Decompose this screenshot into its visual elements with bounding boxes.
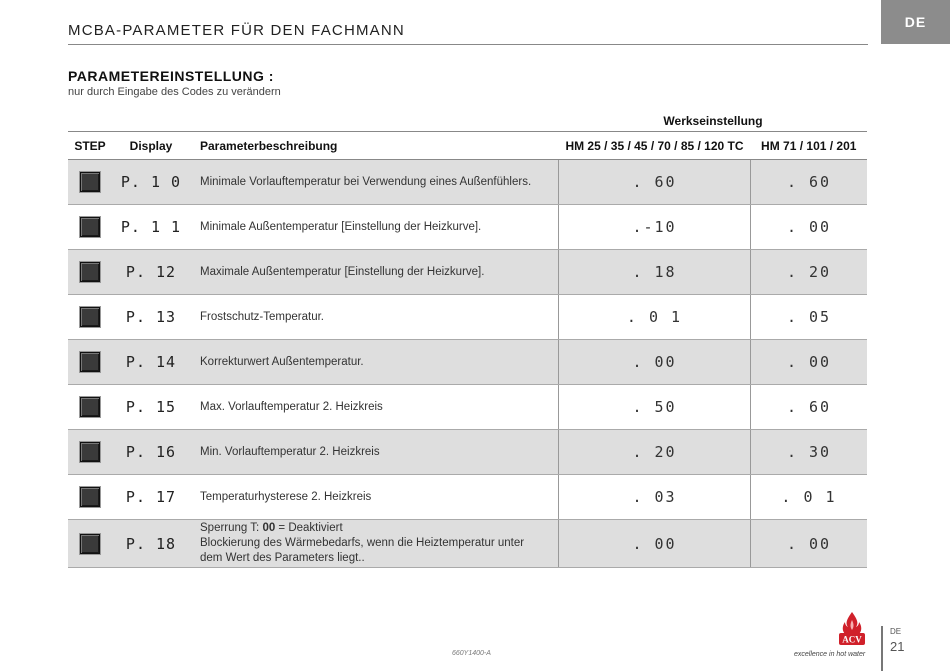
table-row bbox=[68, 340, 867, 385]
description-bold-value: 00 bbox=[262, 522, 276, 534]
factory-value-hm-small: . 00 bbox=[559, 340, 751, 385]
table-row bbox=[68, 430, 867, 475]
table-row bbox=[68, 385, 867, 430]
step-button-icon[interactable] bbox=[80, 352, 100, 372]
step-button-icon[interactable] bbox=[80, 534, 100, 554]
table-row bbox=[68, 475, 867, 520]
step-button-icon[interactable] bbox=[80, 487, 100, 507]
display-code: P. 1 1 bbox=[120, 218, 182, 236]
factory-value-hm-large: . 00 bbox=[751, 340, 868, 385]
display-code: P. 1 0 bbox=[120, 173, 182, 191]
page-number-bar bbox=[881, 626, 883, 671]
table-header-row bbox=[68, 132, 867, 160]
step-button-icon[interactable] bbox=[80, 307, 100, 327]
table-row bbox=[68, 520, 867, 568]
table-row bbox=[68, 205, 867, 250]
factory-value-hm-small: . 20 bbox=[559, 430, 751, 475]
section-subtitle: nur durch Eingabe des Codes zu verändern bbox=[68, 86, 281, 98]
parameter-description: Frostschutz-Temperatur. bbox=[190, 295, 559, 340]
parameter-description: Maximale Außentemperatur [Einstellung der Heizkurve]. bbox=[190, 250, 559, 295]
description-line: Blockierung des Wärmebedarfs, wenn die Heiztemperatur unter bbox=[200, 537, 525, 549]
step-button-icon[interactable] bbox=[80, 172, 100, 192]
factory-value-hm-large: . 20 bbox=[751, 250, 868, 295]
parameter-table bbox=[68, 131, 867, 568]
table-row bbox=[68, 295, 867, 340]
factory-value-hm-large: . 00 bbox=[751, 205, 868, 250]
parameter-description: Minimale Vorlauftemperatur bei Verwendung eines Außenfühlers. bbox=[190, 160, 559, 205]
title-rule bbox=[68, 44, 868, 45]
parameter-description: Temperaturhysterese 2. Heizkreis bbox=[190, 475, 559, 520]
display-code: P. 12 bbox=[125, 263, 177, 281]
description-text: = Deaktiviert bbox=[275, 522, 343, 534]
document-code: 660Y1400-A bbox=[452, 650, 491, 657]
parameter-description: Korrekturwert Außentemperatur. bbox=[190, 340, 559, 385]
factory-value-hm-large: . 30 bbox=[751, 430, 868, 475]
factory-value-hm-large: . 0 1 bbox=[751, 475, 868, 520]
factory-value-hm-small: . 18 bbox=[559, 250, 751, 295]
parameter-description bbox=[190, 520, 559, 568]
page-title: MCBA-PARAMETER FÜR DEN FACHMANN bbox=[68, 22, 405, 39]
factory-value-hm-small: . 60 bbox=[559, 160, 751, 205]
page-number: 21 bbox=[890, 639, 905, 654]
display-code: P. 17 bbox=[125, 488, 177, 506]
display-code: P. 18 bbox=[125, 534, 177, 553]
factory-value-hm-large: . 00 bbox=[751, 520, 868, 568]
parameter-description: Minimale Außentemperatur [Einstellung der Heizkurve]. bbox=[190, 205, 559, 250]
step-button-icon[interactable] bbox=[80, 442, 100, 462]
factory-value-hm-small: . 03 bbox=[559, 475, 751, 520]
column-header-description: Parameterbeschreibung bbox=[190, 132, 559, 160]
column-header-hm-large: HM 71 / 101 / 201 bbox=[751, 132, 868, 160]
column-header-step: STEP bbox=[68, 132, 112, 160]
page-language: DE bbox=[890, 627, 902, 636]
table-row bbox=[68, 160, 867, 205]
parameter-description: Min. Vorlauftemperatur 2. Heizkreis bbox=[190, 430, 559, 475]
display-code: P. 16 bbox=[125, 443, 177, 461]
display-code: P. 15 bbox=[125, 398, 177, 416]
acv-logo-icon bbox=[836, 611, 868, 649]
description-line: dem Wert des Parameters liegt.. bbox=[200, 552, 365, 564]
factory-value-hm-small: . 00 bbox=[559, 520, 751, 568]
factory-value-hm-small: . 0 1 bbox=[559, 295, 751, 340]
display-code: P. 14 bbox=[125, 353, 177, 371]
factory-setting-header: Werkseinstellung bbox=[663, 114, 763, 128]
factory-value-hm-large: . 05 bbox=[751, 295, 868, 340]
column-header-hm-small: HM 25 / 35 / 45 / 70 / 85 / 120 TC bbox=[559, 132, 751, 160]
language-tab: DE bbox=[881, 0, 950, 44]
brand-slogan: excellence in hot water bbox=[794, 651, 866, 658]
step-button-icon[interactable] bbox=[80, 397, 100, 417]
logo-text: ACV bbox=[842, 634, 862, 645]
section-title: PARAMETEREINSTELLUNG : bbox=[68, 68, 274, 84]
factory-value-hm-large: . 60 bbox=[751, 160, 868, 205]
display-code: P. 13 bbox=[125, 308, 177, 326]
parameter-description: Max. Vorlauftemperatur 2. Heizkreis bbox=[190, 385, 559, 430]
factory-value-hm-small: .-10 bbox=[559, 205, 751, 250]
factory-value-hm-large: . 60 bbox=[751, 385, 868, 430]
table-row bbox=[68, 250, 867, 295]
step-button-icon[interactable] bbox=[80, 262, 100, 282]
factory-value-hm-small: . 50 bbox=[559, 385, 751, 430]
description-text: Sperrung T: bbox=[200, 522, 263, 534]
step-button-icon[interactable] bbox=[80, 217, 100, 237]
description-line bbox=[200, 521, 558, 536]
column-header-display: Display bbox=[112, 132, 190, 160]
